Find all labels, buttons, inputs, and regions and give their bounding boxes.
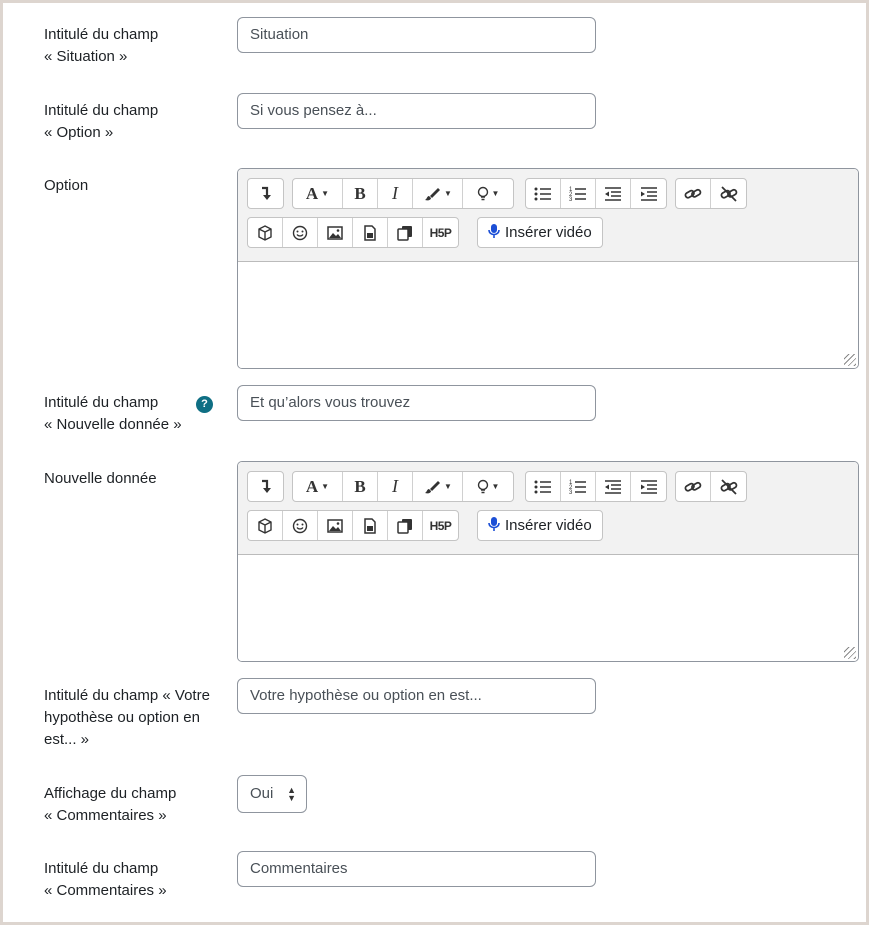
h5p-icon[interactable]: H5P [429, 518, 452, 533]
brush-icon[interactable]: ▼ [413, 179, 463, 208]
copy-icon[interactable] [388, 218, 423, 247]
toolbar-group-collapse [247, 178, 284, 209]
italic-icon[interactable]: I [378, 179, 413, 208]
unlink-icon[interactable] [711, 179, 746, 208]
brush-icon[interactable]: ▼ [413, 472, 463, 501]
copy-icon[interactable] [388, 511, 423, 540]
toolbar-group-format [292, 178, 514, 209]
collapse-icon[interactable] [248, 179, 283, 208]
bold-icon[interactable]: B [343, 179, 378, 208]
image-icon[interactable] [318, 218, 353, 247]
outdent-icon[interactable] [596, 179, 631, 208]
numbered-list-icon[interactable] [561, 472, 596, 501]
option-editor [237, 168, 859, 369]
situation-input[interactable]: Situation [237, 17, 596, 53]
outdent-icon[interactable] [596, 472, 631, 501]
toolbar-group-lists [525, 178, 667, 209]
toolbar-group-media [247, 510, 459, 541]
collapse-icon[interactable] [248, 472, 283, 501]
italic-icon[interactable]: I [378, 472, 413, 501]
label-affichage-commentaires: Affichage du champ « Commentaires » [44, 785, 177, 824]
insert-video-button[interactable]: Insérer vidéo [477, 510, 603, 541]
file-icon[interactable] [353, 218, 388, 247]
help-icon[interactable]: ? [196, 396, 213, 413]
toolbar-group-lists [525, 471, 667, 502]
label-nouvelle-donnee: Intitulé du champ « Nouvelle donnée » [44, 394, 182, 433]
nouvelle-donnee-editor [237, 461, 859, 662]
commentaires-display-select[interactable]: Oui ▲ ▼ [237, 775, 307, 813]
cube-icon[interactable] [248, 511, 283, 540]
editor-toolbar [238, 169, 858, 262]
toolbar-group-links [675, 471, 747, 502]
emoji-icon[interactable] [283, 511, 318, 540]
image-icon[interactable] [318, 511, 353, 540]
font-color-icon[interactable]: A ▼ [293, 179, 343, 208]
toolbar-group-format [292, 471, 514, 502]
link-icon[interactable] [676, 472, 711, 501]
bullet-list-icon[interactable] [526, 179, 561, 208]
numbered-list-icon[interactable] [561, 179, 596, 208]
commentaires-input[interactable]: Commentaires [237, 851, 596, 887]
microphone-icon [488, 223, 500, 243]
emoji-icon[interactable] [283, 218, 318, 247]
resize-grip[interactable] [844, 647, 856, 659]
microphone-icon [488, 516, 500, 536]
svg-text:1: 1 [569, 187, 573, 193]
toolbar-group-collapse [247, 471, 284, 502]
lightbulb-icon[interactable]: ▼ [463, 179, 513, 208]
editor-toolbar [238, 462, 858, 555]
option-input[interactable]: Si vous pensez à... [237, 93, 596, 129]
nouvelle-donnee-input[interactable]: Et qu’alors vous trouvez [237, 385, 596, 421]
font-color-icon[interactable]: A ▼ [293, 472, 343, 501]
svg-text:2: 2 [569, 192, 573, 198]
resize-grip[interactable] [844, 354, 856, 366]
label-option: Intitulé du champ « Option » [44, 102, 159, 141]
svg-text:1: 1 [569, 480, 573, 486]
file-icon[interactable] [353, 511, 388, 540]
bold-icon[interactable]: B [343, 472, 378, 501]
bullet-list-icon[interactable] [526, 472, 561, 501]
lightbulb-icon[interactable]: ▼ [463, 472, 513, 501]
svg-text:3: 3 [569, 490, 573, 494]
label-commentaires: Intitulé du champ « Commentaires » [44, 860, 167, 899]
insert-video-button[interactable]: Insérer vidéo [477, 217, 603, 248]
svg-text:3: 3 [569, 197, 573, 201]
label-option-editor: Option [44, 177, 89, 194]
svg-text:2: 2 [569, 485, 573, 491]
indent-icon[interactable] [631, 472, 666, 501]
label-hypothese: Intitulé du champ « Votre hypothèse ou option en est... » [44, 687, 210, 748]
unlink-icon[interactable] [711, 472, 746, 501]
nouvelle-donnee-editor-content[interactable] [238, 555, 858, 661]
toolbar-group-media [247, 217, 459, 248]
hypothese-input[interactable]: Votre hypothèse ou option en est... [237, 678, 596, 714]
label-situation: Intitulé du champ « Situation » [44, 26, 159, 65]
toolbar-group-links [675, 178, 747, 209]
label-nouvelle-donnee-editor: Nouvelle donnée [44, 470, 157, 487]
link-icon[interactable] [676, 179, 711, 208]
select-caret-icon: ▲ ▼ [287, 785, 296, 803]
cube-icon[interactable] [248, 218, 283, 247]
indent-icon[interactable] [631, 179, 666, 208]
option-editor-content[interactable] [238, 262, 858, 368]
h5p-icon[interactable]: H5P [429, 225, 452, 240]
